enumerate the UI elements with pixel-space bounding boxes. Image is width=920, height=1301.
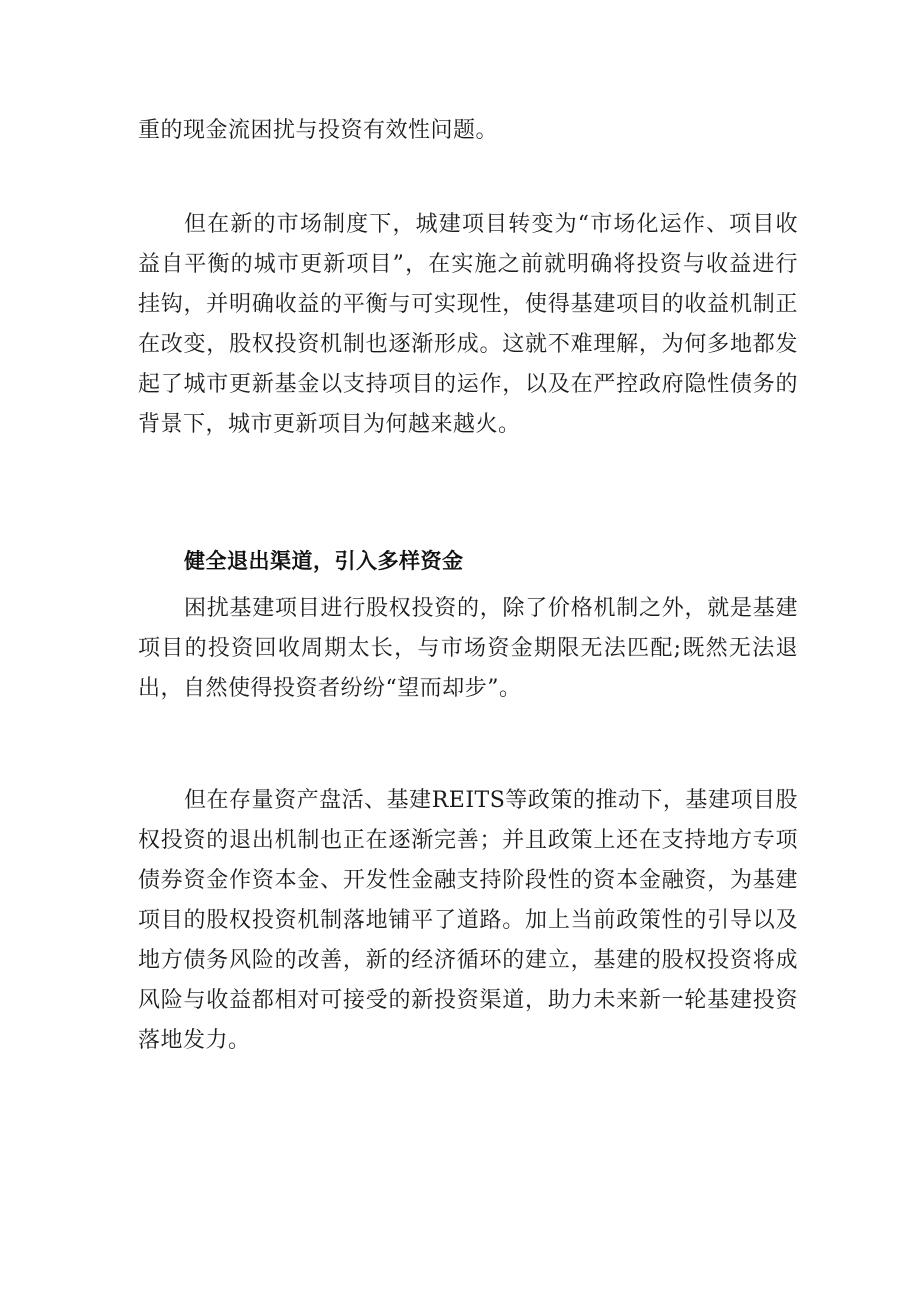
paragraph-market-system: 但在新的市场制度下，城建项目转变为“市场化运作、项目收益自平衡的城市更新项目”，在实施之前就明确将投资与收益进行挂钩，并明确收益的平衡与可实现性，使得基建项目的收益机制正在改变，股权投资机制也逐渐形成。这就不难理解，为何多地都发起了城市更新基金以支持项目的运作，以及在严控政府隐性债务的背景下，城市更新项目为何越来越火。: [138, 212, 798, 437]
paragraph-continued: 重的现金流困扰与投资有效性问题。: [138, 118, 499, 143]
paragraph-exit-problem: 困扰基建项目进行股权投资的，除了价格机制之外，就是基建项目的投资回收周期太长，与市场资金期限无法匹配;既然无法退出，自然使得投资者纷纷“望而却步”。: [138, 596, 798, 701]
section-heading: 健全退出渠道，引入多样资金: [184, 549, 464, 573]
paragraph-reits-policy: 但在存量资产盘活、基建REITS等政策的推动下，基建项目股权投资的退出机制也正在逐渐完善；并且政策上还在支持地方专项债券资金作资本金、开发性金融支持阶段性的资本金融资，为基建项目的股权投资机制落地铺平了道路。加上当前政策性的引导以及地方债务风险的改善，新的经济循环的建立，基建的股权投资将成风险与收益都相对可接受的新投资渠道，助力未来新一轮基建投资落地发力。: [138, 788, 798, 1053]
